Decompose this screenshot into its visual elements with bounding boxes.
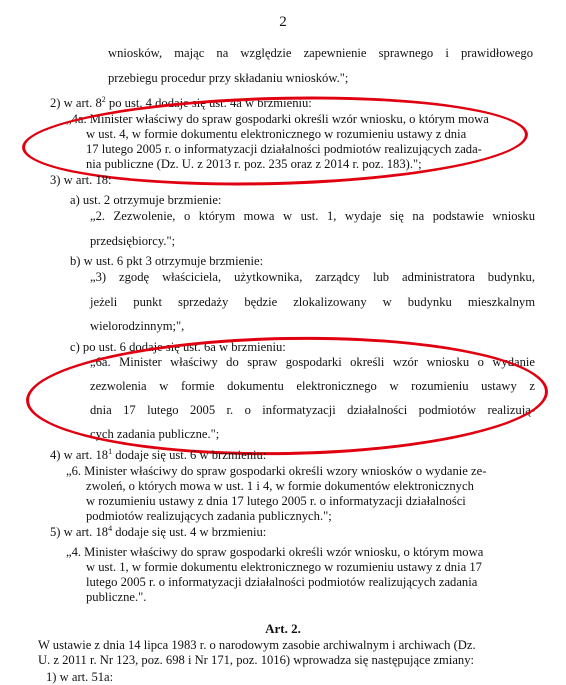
item-5-line-1: „4. Minister właściwy do spraw gospodarki określi wzór wniosku, o którym mowa xyxy=(66,545,484,559)
item-3c-line-1: „6a. Minister właściwy do spraw gospodarki określi wzór wniosku o wydanie xyxy=(90,355,535,369)
item-4-line-2: zwoleń, o których mowa w ust. 1 i 4, w formie dokumentów elektronicznych xyxy=(86,479,474,493)
item-4-line-4: podmiotów realizujących zadania publicznych."; xyxy=(86,509,332,523)
intro-line-2: przebiegu procedur przy składaniu wniosków."; xyxy=(108,71,349,85)
item-3c-heading: c) po ust. 6 dodaje się ust. 6a w brzmieniu: xyxy=(70,340,286,354)
item-4-line-1: „6. Minister właściwy do spraw gospodarki określi wzory wniosków o wydanie ze- xyxy=(66,464,487,478)
item-2-line-4: nia publiczne (Dz. U. z 2013 r. poz. 235 oraz z 2014 r. poz. 183)."; xyxy=(86,157,422,171)
item-4-line-3: w rozumieniu ustawy z dnia 17 lutego 2005 r. o informatyzacji działalności xyxy=(86,494,466,508)
item-5-line-4: publiczne.". xyxy=(86,590,147,604)
item-2-line-3: 17 lutego 2005 r. o informatyzacji działalności podmiotów realizujących zada- xyxy=(86,142,482,156)
intro-line-1: wniosków, mając na względzie zapewnienie sprawnego i prawidłowego xyxy=(108,46,533,60)
item-3b-line-3: wielorodzinnym;", xyxy=(90,319,185,333)
item-5-line-3: lutego 2005 r. o informatyzacji działalności podmiotów realizujących zadania xyxy=(86,575,478,589)
item-3b-line-2: jeżeli punkt sprzedaży będzie zlokalizowany w budynku mieszkalnym xyxy=(90,295,535,309)
item-2-line-1: „4a. Minister właściwy do spraw gospodarki określi wzór wniosku, o którym mowa xyxy=(66,112,489,126)
item-3-heading: 3) w art. 18: xyxy=(50,173,112,187)
item-3a-line-2: przedsiębiorcy."; xyxy=(90,234,176,248)
page-number: 2 xyxy=(279,14,287,30)
article-2-line-1: W ustawie z dnia 14 lipca 1983 r. o narodowym zasobie archiwalnym i archiwach (Dz. xyxy=(38,638,476,652)
item-3a-line-1: „2. Zezwolenie, o którym mowa w ust. 1, wydaje się na podstawie wniosku xyxy=(90,209,535,223)
item-3a-heading: a) ust. 2 otrzymuje brzmienie: xyxy=(70,193,222,207)
item-3c-line-4: cych zadania publiczne."; xyxy=(90,427,220,441)
article-2-title: Art. 2. xyxy=(265,621,301,636)
item-2-line-2: w ust. 4, w formie dokumentu elektronicznego w rozumieniu ustawy z dnia xyxy=(86,127,467,141)
item-3c-line-2: zezwolenia w formie dokumentu elektronicznego w rozumieniu ustawy z xyxy=(90,379,535,393)
item-2-heading: 2) w art. $8^2$ po ust. 4 dodaje się ust. 4a w brzmieniu: xyxy=(50,94,312,110)
item-3b-line-1: „3) zgodę właściciela, użytkownika, zarządcy lub administratora budynku, xyxy=(90,270,535,284)
item-5-heading: 5) w art. $18^4$ dodaje się ust. 4 w brzmieniu: xyxy=(50,523,267,539)
item-4-heading: 4) w art. $18^1$ dodaje się ust. 6 w brzmieniu: xyxy=(50,446,267,462)
item-3b-heading: b) w ust. 6 pkt 3 otrzymuje brzmienie: xyxy=(70,254,264,268)
article-2-line-2: U. z 2011 r. Nr 123, poz. 698 i Nr 171, poz. 1016) wprowadza się następujące zmiany: xyxy=(38,653,475,667)
article-2-line-3: 1) w art. 51a: xyxy=(46,670,114,684)
item-3c-line-3: dnia 17 lutego 2005 r. o informatyzacji działalności podmiotów realizują- xyxy=(90,403,535,417)
item-5-line-2: w ust. 1, w formie dokumentu elektronicznego w rozumieniu ustawy z dnia 17 xyxy=(86,560,482,574)
